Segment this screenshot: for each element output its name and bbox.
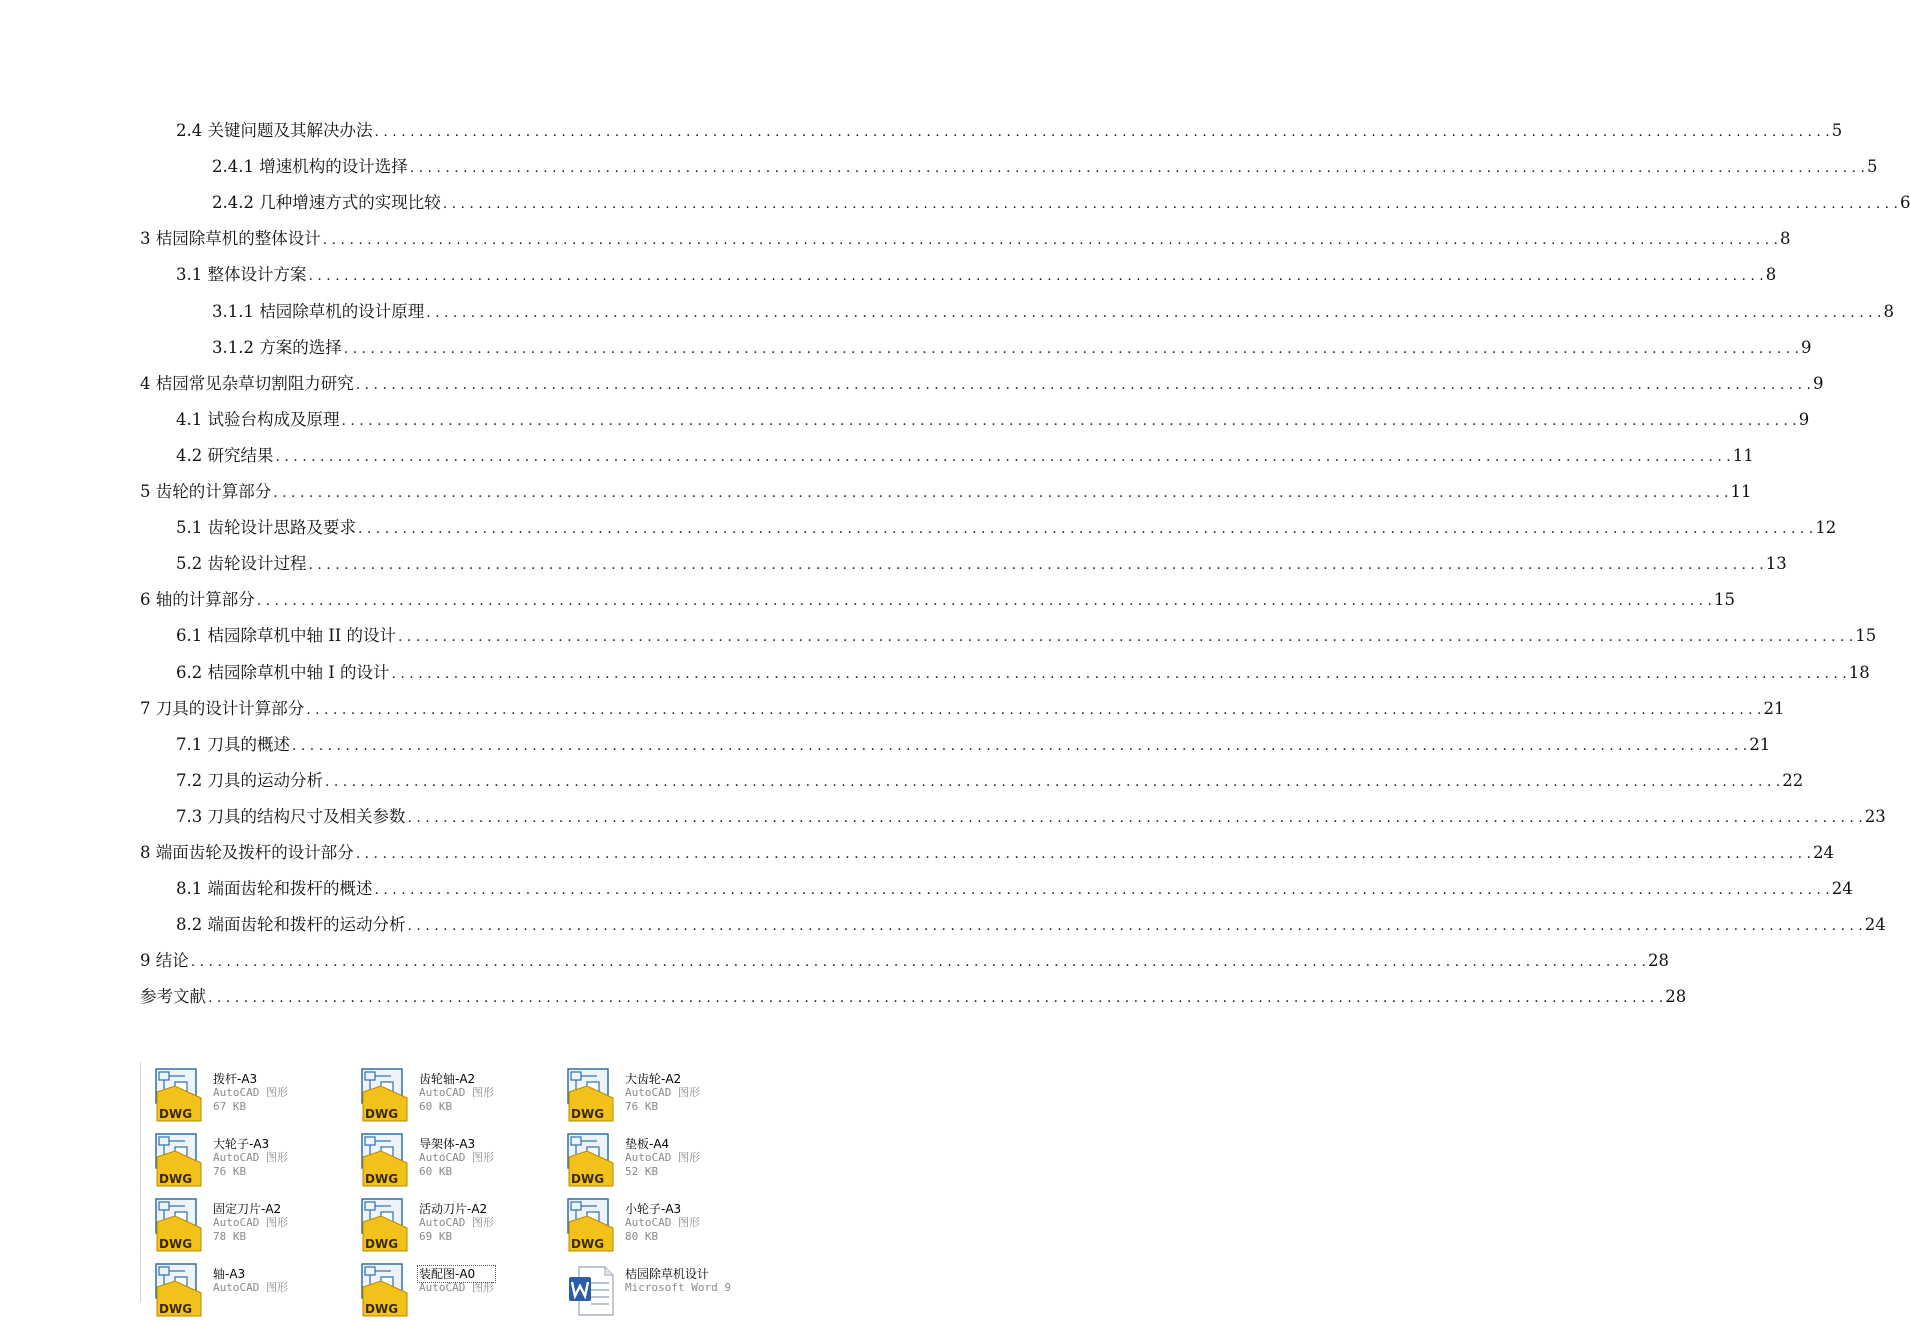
toc-entry-page-number: 28 — [1647, 951, 1669, 971]
file-name: 桔园除草机设计 — [625, 1267, 710, 1281]
toc-dot-leader — [375, 880, 1830, 900]
toc-entry-page-number: 23 — [1864, 806, 1886, 826]
file-size: 76 KB — [213, 1165, 247, 1178]
toc-entry-page-number: 15 — [1855, 626, 1877, 646]
toc-entry-page-number: 6 — [1899, 193, 1910, 213]
toc-entry[interactable] — [212, 188, 1910, 214]
file-item[interactable] — [559, 1259, 759, 1319]
toc-entry[interactable] — [176, 441, 1754, 467]
dwg-file-icon — [567, 1133, 615, 1187]
toc-entry[interactable] — [176, 766, 1804, 792]
toc-entry[interactable] — [176, 621, 1877, 647]
toc-entry-page-number: 5 — [1831, 121, 1843, 140]
file-type: AutoCAD 图形 — [213, 1281, 288, 1294]
dwg-label: DWG — [571, 1107, 605, 1121]
toc-entry-title: 参考文献 — [140, 987, 206, 1007]
dwg-label: DWG — [365, 1107, 399, 1121]
toc-entry-title: 9 结论 — [140, 951, 189, 971]
toc-entry-title: 4.2 研究结果 — [176, 445, 274, 465]
toc-entry-page-number: 21 — [1763, 698, 1785, 718]
toc-entry-page-number: 13 — [1765, 554, 1787, 574]
toc-entry[interactable] — [140, 477, 1752, 503]
dwg-label: DWG — [159, 1302, 193, 1316]
file-name: 齿轮轴-A2 — [419, 1072, 476, 1086]
dwg-file-icon — [361, 1198, 409, 1252]
toc-entry[interactable] — [140, 982, 1687, 1008]
file-size: 67 KB — [213, 1100, 247, 1113]
file-size: 60 KB — [419, 1100, 453, 1113]
dwg-label: DWG — [571, 1172, 605, 1186]
toc-entry-page-number: 11 — [1730, 482, 1752, 501]
dwg-file-icon — [567, 1198, 615, 1252]
toc-entry-title: 2.4.2 几种增速方式的实现比较 — [212, 193, 441, 213]
toc-dot-leader — [191, 952, 1646, 972]
toc-entry-title: 5.1 齿轮设计思路及要求 — [176, 518, 356, 538]
file-size: 80 KB — [625, 1230, 659, 1243]
toc-entry-title: 7.2 刀具的运动分析 — [176, 770, 323, 790]
file-info — [419, 1202, 494, 1244]
toc-entry-page-number: 11 — [1732, 445, 1754, 465]
toc-dot-leader — [426, 303, 1881, 323]
file-info — [419, 1137, 494, 1179]
toc-entry-title: 7 刀具的设计计算部分 — [140, 698, 305, 718]
file-type: AutoCAD 图形 — [419, 1216, 494, 1229]
toc-entry-title: 3.1 整体设计方案 — [176, 265, 307, 285]
dwg-file-icon — [361, 1263, 409, 1317]
file-size: 52 KB — [625, 1165, 659, 1178]
toc-dot-leader — [408, 808, 1863, 828]
toc-entry[interactable] — [176, 549, 1787, 575]
toc-entry-page-number: 5 — [1866, 157, 1878, 177]
file-name: 垫板-A4 — [625, 1137, 670, 1151]
toc-entry-title: 6 轴的计算部分 — [140, 590, 255, 610]
file-info — [419, 1267, 494, 1295]
toc-dot-leader — [309, 555, 1764, 575]
file-size: 78 KB — [213, 1230, 247, 1243]
toc-entry-page-number: 28 — [1665, 987, 1687, 1007]
toc-dot-leader — [276, 447, 1731, 467]
dwg-label: DWG — [365, 1302, 399, 1316]
toc-entry[interactable] — [140, 369, 1824, 395]
file-type: AutoCAD 图形 — [419, 1151, 494, 1164]
file-item[interactable] — [353, 1194, 553, 1254]
file-item[interactable] — [353, 1064, 553, 1124]
toc-entry[interactable] — [140, 585, 1735, 611]
toc-entry[interactable] — [212, 297, 1894, 323]
toc-entry-page-number: 9 — [1812, 373, 1824, 393]
file-info — [625, 1202, 700, 1244]
toc-entry[interactable] — [176, 116, 1843, 142]
file-info — [213, 1202, 288, 1244]
dwg-file-icon — [155, 1198, 203, 1252]
toc-dot-leader — [410, 158, 1865, 178]
toc-entry-title: 4.1 试验台构成及原理 — [176, 409, 340, 429]
dwg-file-icon — [155, 1133, 203, 1187]
toc-dot-leader — [323, 230, 1778, 250]
dwg-label: DWG — [365, 1172, 399, 1186]
file-size: 69 KB — [419, 1230, 453, 1243]
toc-entry-title: 2.4.1 增速机构的设计选择 — [212, 157, 408, 177]
toc-entry[interactable] — [140, 224, 1791, 250]
toc-entry[interactable] — [176, 802, 1886, 828]
toc-dot-leader — [375, 122, 1830, 142]
file-item[interactable] — [147, 1194, 347, 1254]
toc-dot-leader — [408, 916, 1863, 936]
toc-entry-page-number: 24 — [1831, 879, 1853, 899]
toc-dot-leader — [342, 411, 1797, 431]
dwg-file-icon — [155, 1263, 203, 1317]
file-name: 大轮子-A3 — [213, 1137, 270, 1151]
dwg-file-icon — [567, 1068, 615, 1122]
toc-entry-title: 5 齿轮的计算部分 — [140, 482, 272, 501]
toc-entry-page-number: 22 — [1782, 770, 1804, 790]
toc-entry-page-number: 18 — [1848, 662, 1870, 682]
dwg-label: DWG — [159, 1107, 193, 1121]
toc-entry-page-number: 9 — [1798, 409, 1810, 429]
toc-entry-page-number: 12 — [1815, 518, 1837, 538]
toc-entry-page-number: 8 — [1779, 229, 1791, 249]
toc-dot-leader — [344, 339, 1799, 359]
toc-entry-title: 3 桔园除草机的整体设计 — [140, 229, 321, 249]
dwg-label: DWG — [159, 1237, 193, 1251]
dwg-label: DWG — [365, 1237, 399, 1251]
toc-entry-page-number: 24 — [1812, 843, 1834, 862]
toc-entry[interactable] — [140, 946, 1669, 972]
toc-dot-leader — [358, 519, 1813, 539]
file-name: 轴-A3 — [213, 1267, 246, 1281]
toc-entry[interactable] — [176, 658, 1870, 684]
toc-entry-title: 8.2 端面齿轮和拨杆的运动分析 — [176, 915, 406, 935]
dwg-file-icon — [361, 1133, 409, 1187]
toc-entry[interactable] — [176, 910, 1886, 936]
toc-entry-title: 2.4 关键问题及其解决办法 — [176, 121, 373, 140]
toc-entry[interactable] — [140, 694, 1785, 720]
toc-entry-title: 8.1 端面齿轮和拨杆的概述 — [176, 879, 373, 899]
file-name: 装配图-A0 — [419, 1267, 494, 1281]
toc-entry-title: 6.1 桔园除草机中轴 II 的设计 — [176, 626, 397, 646]
file-type: AutoCAD 图形 — [213, 1086, 288, 1099]
file-item[interactable] — [559, 1194, 759, 1254]
file-list-panel — [140, 1062, 781, 1316]
file-size: 76 KB — [625, 1100, 659, 1113]
toc-entry-page-number: 21 — [1749, 734, 1771, 754]
file-item[interactable] — [559, 1064, 759, 1124]
file-name: 小轮子-A3 — [625, 1202, 682, 1216]
file-info — [419, 1072, 494, 1114]
file-item[interactable] — [559, 1129, 759, 1189]
toc-dot-leader — [292, 736, 1747, 756]
toc-entry[interactable] — [176, 730, 1771, 756]
file-info — [213, 1072, 288, 1114]
file-info — [213, 1137, 288, 1179]
file-name: 固定刀片-A2 — [213, 1202, 282, 1216]
dwg-label: DWG — [159, 1172, 193, 1186]
file-info — [625, 1072, 700, 1114]
file-type: AutoCAD 图形 — [419, 1086, 494, 1099]
toc-entry-title: 4 桔园常见杂草切割阻力研究 — [140, 373, 354, 393]
toc-entry-page-number: 8 — [1765, 265, 1777, 285]
file-name: 导架体-A3 — [419, 1137, 476, 1151]
toc-entry-title: 6.2 桔园除草机中轴 I 的设计 — [176, 662, 390, 682]
file-size: 60 KB — [419, 1165, 453, 1178]
toc-entry-title: 3.1.1 桔园除草机的设计原理 — [212, 301, 425, 321]
file-type: AutoCAD 图形 — [625, 1086, 700, 1099]
word-doc-icon — [567, 1263, 615, 1317]
toc-entry[interactable] — [212, 152, 1878, 178]
dwg-file-icon — [155, 1068, 203, 1122]
toc-dot-leader — [356, 375, 1811, 395]
toc-entry[interactable] — [176, 405, 1810, 431]
file-item[interactable] — [147, 1129, 347, 1189]
file-type: AutoCAD 图形 — [213, 1151, 288, 1164]
toc-entry-page-number: 15 — [1713, 590, 1735, 610]
toc-entry[interactable] — [176, 874, 1853, 900]
toc-entry[interactable] — [140, 838, 1834, 864]
toc-entry-title: 7.1 刀具的概述 — [176, 734, 290, 754]
file-type: Microsoft Word 9 — [625, 1281, 731, 1294]
file-item[interactable] — [353, 1129, 553, 1189]
file-type: AutoCAD 图形 — [213, 1216, 288, 1229]
toc-entry-title: 8 端面齿轮及拨杆的设计部分 — [140, 843, 354, 862]
file-item[interactable] — [353, 1259, 553, 1319]
toc-entry-title: 7.3 刀具的结构尺寸及相关参数 — [176, 806, 406, 826]
toc-dot-leader — [325, 772, 1780, 792]
toc-entry-page-number: 8 — [1883, 301, 1894, 321]
file-name: 大齿轮-A2 — [625, 1072, 682, 1086]
toc-dot-leader — [392, 664, 1847, 684]
toc-dot-leader — [273, 483, 1728, 503]
toc-dot-leader — [356, 844, 1811, 864]
toc-dot-leader — [208, 988, 1663, 1008]
toc-entry[interactable] — [176, 513, 1837, 539]
file-item[interactable] — [147, 1259, 347, 1319]
toc-dot-leader — [257, 591, 1712, 611]
file-name: 拨杆-A3 — [213, 1072, 258, 1086]
file-type: AutoCAD 图形 — [625, 1151, 700, 1164]
toc-dot-leader — [398, 627, 1853, 647]
file-info — [625, 1137, 700, 1179]
file-type: AutoCAD 图形 — [625, 1216, 700, 1229]
file-type: AutoCAD 图形 — [419, 1281, 494, 1294]
file-name: 活动刀片-A2 — [419, 1202, 488, 1216]
toc-entry[interactable] — [176, 260, 1777, 286]
toc-entry-page-number: 24 — [1864, 915, 1886, 935]
file-info — [625, 1267, 731, 1295]
dwg-label: DWG — [571, 1237, 605, 1251]
dwg-file-icon — [361, 1068, 409, 1122]
toc-dot-leader — [306, 700, 1761, 720]
toc-entry[interactable] — [212, 333, 1812, 359]
toc-dot-leader — [309, 266, 1764, 286]
file-info — [213, 1267, 288, 1295]
toc-entry-title: 5.2 齿轮设计过程 — [176, 554, 307, 574]
file-item[interactable] — [147, 1064, 347, 1124]
toc-dot-leader — [443, 194, 1898, 214]
toc-entry-title: 3.1.2 方案的选择 — [212, 337, 342, 357]
toc-entry-page-number: 9 — [1800, 337, 1812, 357]
